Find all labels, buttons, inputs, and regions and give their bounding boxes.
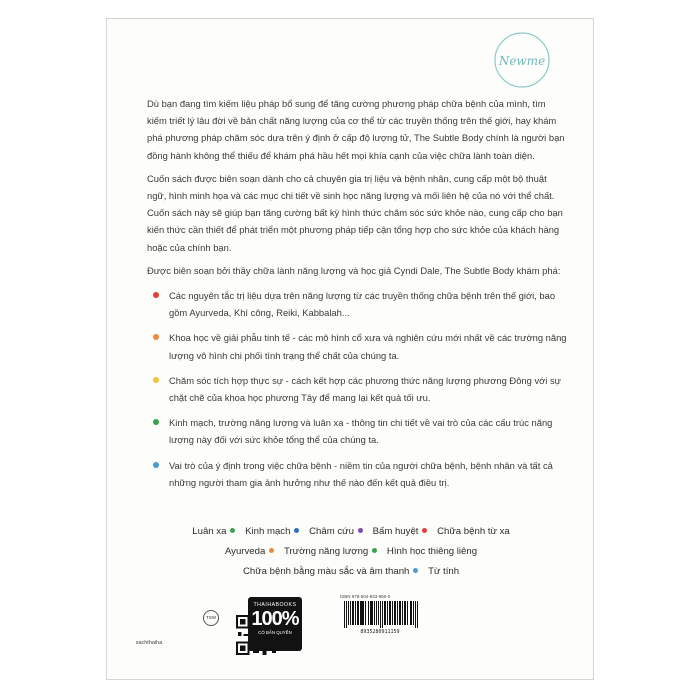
paragraph-author: Được biên soạn bởi thầy chữa lành năng lượng và học giả Cyndi Dale, The Subtle Body khám phá:	[147, 264, 561, 276]
blue-bullet-icon	[153, 462, 159, 468]
tag-item: Ayurveda	[225, 545, 279, 559]
orange-bullet-icon	[153, 334, 159, 340]
barcode-digits: 8935280911159	[360, 629, 400, 635]
description-text	[147, 95, 567, 499]
tag-separator-icon	[413, 568, 418, 573]
feature-item: Vai trò của ý định trong việc chữa bệnh - niềm tin của người chữa bệnh, bệnh nhân và tất cả những người tham gia ảnh hưởng như thế nào đến kết quả điều trị.	[147, 457, 567, 491]
copyright-seal	[248, 597, 302, 651]
tag-item: Chữa bệnh từ xa	[437, 526, 510, 537]
tag-item: Bấm huyệt	[373, 525, 433, 539]
barcode-icon	[340, 601, 420, 635]
tsw-logo: TSW	[203, 610, 219, 626]
paragraph-audience: Cuốn sách được biên soạn dành cho cả chuyên gia trị liệu và bệnh nhân, cung cấp một bộ thuật ngữ, hình minh họa và các mục chi tiết về sinh học năng lượng và mối liên hệ của nó với thể chất. Cuốn sách này sẽ giúp bạn tăng cường bất kỳ hình thức chăm sóc sức khỏe nào, cung cấp cho bạn kiến thức cần thiết để phát triển một phương pháp tiếp cận tổng hợp cho sức khỏe của khách hàng hoặc của chính bạn.	[147, 172, 563, 253]
tag-item: Kinh mạch	[245, 525, 304, 539]
tag-separator-icon	[294, 528, 299, 533]
red-bullet-icon	[153, 292, 159, 298]
qr-caption: sachthaiha	[135, 640, 163, 646]
green-bullet-icon	[153, 419, 159, 425]
feature-item: Khoa học về giải phẫu tinh tế - các mô hình cổ xưa và nghiên cứu mới nhất về các trường năng lượng vô hình chi phối tình trạng thể chất của chúng ta.	[147, 329, 567, 363]
tag-item: Từ tính	[428, 566, 460, 577]
tag-row-1	[137, 525, 565, 539]
feature-item: Chăm sóc tích hợp thực sự - cách kết hợp các phương thức năng lượng phương Đông với sự chặt chẽ của khoa học phương Tây để mang lại kết quả tối ưu.	[147, 372, 567, 406]
seal-subtitle: CÓ BẢN QUYỀN	[258, 630, 292, 635]
feature-item: Kinh mạch, trường năng lượng và luân xa - thông tin chi tiết về vai trò của các cấu trúc năng lượng này đối với sức khỏe tổng thể của chúng ta.	[147, 414, 567, 448]
seal-percent: 100%	[251, 608, 299, 630]
tag-item: Trường năng lượng	[284, 545, 382, 559]
isbn-block	[340, 594, 420, 644]
isbn-text: ISBN 978-604-933-950-0	[340, 594, 391, 599]
paragraph-intro: Dù bạn đang tìm kiếm liệu pháp bổ sung để tăng cường phương pháp chữa bệnh của mình, tìm kiếm triết lý lâu đời về bản chất năng lượng của cơ thể từ các truyền thống trên thế giới, hay khám phá phương pháp chăm sóc dựa trên ý định ở cấp độ lượng tử, The Subtle Body chính là người bạn đồng hành không thể thiếu để khám phá hầu hết mọi khía cạnh của việc chữa lành toàn diện.	[147, 98, 565, 161]
book-back-cover	[106, 18, 594, 680]
tag-item: Châm cứu	[309, 525, 368, 539]
tag-separator-icon	[422, 528, 427, 533]
tag-item: Luân xa	[192, 525, 240, 539]
topic-tags	[137, 525, 565, 585]
tag-row-3	[137, 565, 565, 579]
tag-separator-icon	[269, 548, 274, 553]
tag-item: Chữa bệnh bằng màu sắc và âm thanh	[243, 565, 423, 579]
tag-separator-icon	[230, 528, 235, 533]
newme-logo-text: Newme	[498, 54, 546, 68]
tag-item: Hình học thiêng liêng	[386, 546, 478, 557]
yellow-bullet-icon	[153, 377, 159, 383]
seal-brand: THAIHABOOKS	[253, 602, 297, 608]
tag-separator-icon	[358, 528, 363, 533]
newme-logo	[491, 29, 553, 91]
tag-row-2	[137, 545, 565, 559]
feature-list	[147, 287, 567, 491]
feature-item: Các nguyên tắc trị liệu dựa trên năng lượng từ các truyền thống chữa bệnh trên thế giới, bao gồm Ayurveda, Khí công, Reiki, Kabbalah...	[147, 287, 567, 321]
tag-separator-icon	[372, 548, 377, 553]
